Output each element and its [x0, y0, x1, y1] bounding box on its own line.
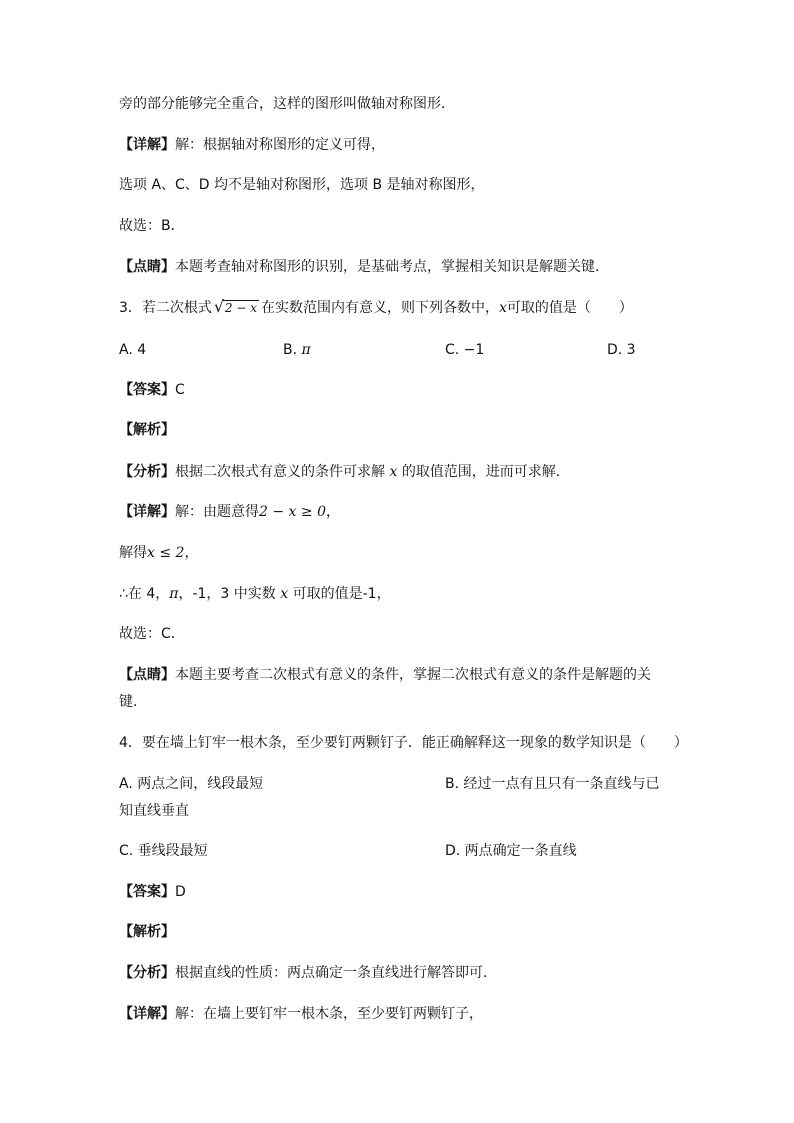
comment-line — [119, 665, 651, 685]
pi-symbol: π — [301, 342, 311, 358]
line-text: 本题考查轴对称图形的识别，是基础考点，掌握相关知识是解题关键． — [175, 259, 609, 275]
q3-suffix: 在实数范围内有意义，则下列各数中， — [261, 300, 500, 316]
analysis-line — [119, 963, 497, 983]
analysis-tag: 【分析】 — [119, 464, 175, 480]
option-label: B. — [283, 342, 298, 358]
detail-tag: 【详解】 — [119, 137, 175, 153]
line-text: 旁的部分能够完全重合，这样的图形叫做轴对称图形． — [119, 96, 455, 112]
q3-variable: x — [499, 300, 507, 316]
jiexi-tag: 【解析】 — [119, 422, 175, 438]
therefore-line — [119, 584, 391, 604]
comment-line-continued — [119, 692, 147, 712]
radicand: 2 − x — [224, 301, 258, 315]
line-text: 选项 A、C、D 均不是轴对称图形，选项 B 是轴对称图形， — [119, 177, 485, 193]
q3-option-d: D. 3 — [607, 342, 636, 358]
line-text: 解得 — [119, 545, 147, 561]
detail-line — [119, 135, 385, 155]
q4-option-b: B. 经过一点有且只有一条直线与已 — [445, 776, 660, 792]
line-text: 根据二次根式有意义的条件可求解 — [175, 464, 385, 480]
solve-line — [119, 543, 198, 563]
line-text: 本题主要考查二次根式有意义的条件，掌握二次根式有意义的条件是解题的关 — [175, 667, 651, 683]
comment-tag: 【点睛】 — [119, 667, 175, 683]
detail-tag: 【详解】 — [119, 504, 175, 520]
analysis-line — [119, 462, 570, 482]
line-text: ， — [184, 545, 199, 561]
answer-line — [119, 380, 185, 400]
sqrt-expression — [214, 298, 259, 318]
line-text: 键． — [119, 694, 147, 710]
question-3-stem — [119, 298, 633, 318]
inequality: x ≤ 2 — [147, 545, 185, 561]
question-4-stem — [119, 733, 688, 753]
line-text: 故选：C． — [119, 626, 185, 642]
line-text: 故选：B． — [119, 218, 185, 234]
text-line — [119, 175, 485, 195]
q4-option-b-continued: 知直线垂直 — [119, 803, 189, 819]
line-text: 解：由题意得 — [175, 504, 259, 520]
q4-option-a: A. 两点之间，线段最短 — [119, 776, 264, 792]
answer-tag: 【答案】 — [119, 382, 175, 398]
variable-x: x — [280, 586, 289, 602]
comment-line — [119, 257, 609, 277]
answer-value: D — [175, 884, 186, 900]
jiexi-tag: 【解析】 — [119, 924, 175, 940]
answer-line — [119, 882, 186, 902]
detail-tag: 【详解】 — [119, 1006, 175, 1022]
comment-tag: 【点睛】 — [119, 259, 175, 275]
line-text: ， — [325, 504, 340, 520]
answer-tag: 【答案】 — [119, 884, 175, 900]
analysis-heading — [119, 922, 175, 942]
q4-option-c: C. 垂线段最短 — [119, 843, 208, 859]
analysis-heading — [119, 420, 175, 440]
line-text: 4．要在墙上钉牢一根木条，至少要钉两颗钉子．能正确解释这一现象的数学知识是（ ） — [119, 735, 688, 751]
radical-sign: √ — [213, 297, 225, 316]
line-text: 可取的值是-1， — [292, 586, 391, 602]
detail-line — [119, 502, 340, 522]
text-line — [119, 94, 455, 114]
line-text: 根据直线的性质：两点确定一条直线进行解答即可． — [175, 965, 497, 981]
q3-option-a: A. 4 — [119, 342, 147, 358]
q3-prefix: 3．若二次根式 — [119, 300, 212, 316]
q3-option-c: C. −1 — [445, 342, 485, 358]
line-text: ，-1，3 中实数 — [178, 586, 276, 602]
variable-x: x — [389, 464, 398, 480]
detail-line — [119, 1004, 483, 1024]
q3-tail: 可取的值是（ ） — [506, 300, 633, 316]
line-text: 的取值范围，进而可求解． — [401, 464, 570, 480]
answer-value: C — [175, 382, 185, 398]
inequality: 2 − x ≥ 0 — [259, 504, 326, 520]
q3-option-b — [283, 340, 311, 360]
analysis-tag: 【分析】 — [119, 965, 175, 981]
line-text: 解：在墙上要钉牢一根木条，至少要钉两颗钉子， — [175, 1006, 483, 1022]
line-text: ∴在 4， — [119, 586, 170, 602]
choose-line — [119, 624, 185, 644]
q4-option-d: D. 两点确定一条直线 — [445, 843, 577, 859]
text-line — [119, 216, 185, 236]
pi-symbol: π — [169, 586, 179, 602]
line-text: 解：根据轴对称图形的定义可得， — [175, 137, 385, 153]
